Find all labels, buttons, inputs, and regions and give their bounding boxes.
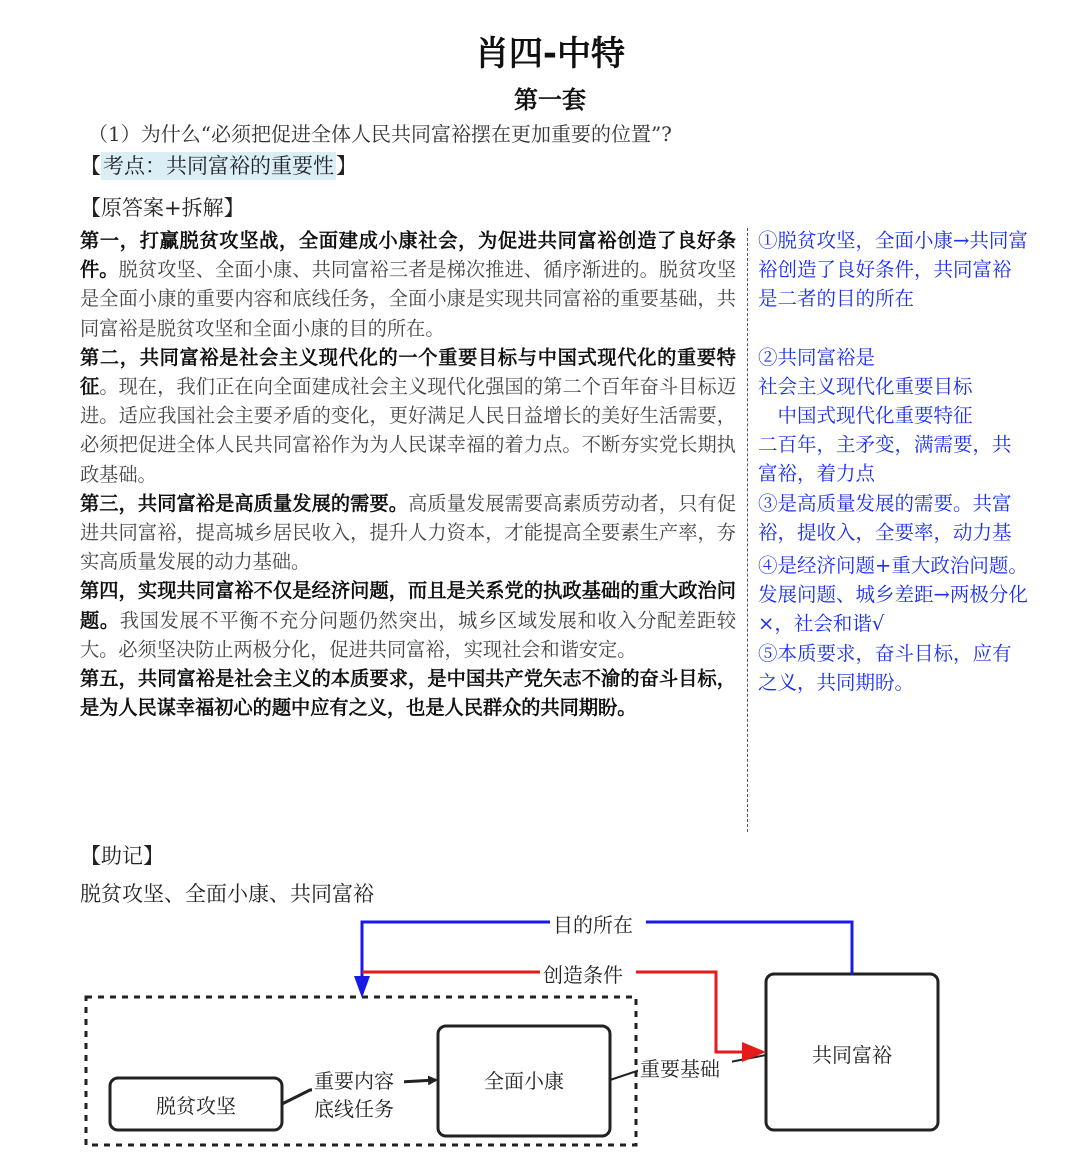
note-2-line-c: 二百年，主矛变，满需要，共富裕，着力点 (758, 433, 1012, 486)
question-text: （1）为什么“必须把促进全体人民共同富裕摆在更加重要的位置”? (88, 122, 672, 146)
edge-label-content-2: 底线任务 (314, 1097, 394, 1121)
memo-line: 脱贫攻坚、全面小康、共同富裕 (80, 882, 374, 906)
answer-point-3: 第三，共同富裕是高质量发展的需要。 (80, 491, 409, 515)
edge-label-conditions: 创造条件 (543, 963, 623, 987)
edge-purpose-arrowhead (354, 976, 370, 998)
keypoint-highlight: 考点：共同富裕的重要性 (103, 154, 334, 178)
edge-conditions-arrowhead (742, 1042, 766, 1062)
answer-point-5: 第五，共同富裕是社会主义的本质要求，是中国共产党矢志不渝的奋斗目标，是为人民谋幸福初心的题中应有之义，也是人民群众的共同期盼。 (80, 667, 736, 720)
edge-label-content-1: 重要内容 (314, 1069, 394, 1093)
answer-detail-2: 。现在，我们正在向全面建成社会主义现代化强国的第二个百年奋斗目标迈进。适应我国社会主要矛盾的变化，更好满足人民日益增长的美好生活需要，必须把促进全体人民共同富裕作为为人民谋幸福的着力点。不断夯实党长期执政基础。 (80, 375, 737, 486)
keypoint-bracket-open: 【 (80, 154, 101, 178)
edge-label-foundation: 重要基础 (640, 1057, 720, 1081)
note-3: ③是高质量发展的需要。共富裕，提收入，全要率，动力基 (758, 491, 1012, 544)
note-5: ⑤本质要求，奋斗目标，应有之义，共同期盼。 (758, 641, 1012, 694)
answer-point-2: 第二，共同富裕是社会主义现代化的一个重要目标与中国式现代化的重要特征 (80, 345, 736, 399)
note-2-head: ②共同富裕是 (758, 345, 876, 369)
note-2-line-b: 中国式现代化重要特征 (758, 404, 973, 428)
answer-point-4: 第四，实现共同富裕不仅是经济问题，而且是关系党的执政基础的重大政治问题。 (80, 579, 736, 632)
note-4: ④是经济问题+重大政治问题。发展问题、城乡差距→两极分化×，社会和谐√ (758, 554, 1028, 636)
node-label-xiaokang: 全面小康 (484, 1069, 564, 1093)
answer-detail-3: 高质量发展需要高素质劳动者，只有促进共同富裕，提高城乡居民收入，提升人力资本，才能提高全要素生产率，夯实高质量发展的动力基础。 (80, 491, 737, 574)
answer-detail-1: 脱贫攻坚、全面小康、共同富裕三者是梯次推进、循序渐进的。脱贫攻坚是全面小康的重要内容和底线任务，全面小康是实现共同富裕的重要基础，共同富裕是脱贫攻坚和全面小康的目的所在。 (80, 258, 737, 340)
keypoint-bracket-close: 】 (336, 154, 357, 178)
node-label-poverty: 脱贫攻坚 (156, 1094, 236, 1118)
answer-heading: 【原答案+拆解】 (80, 196, 245, 220)
page-subtitle: 第一套 (514, 86, 586, 114)
node-label-prosperity: 共同富裕 (812, 1043, 892, 1067)
memo-heading: 【助记】 (80, 844, 164, 868)
note-1: ①脱贫攻坚，全面小康→共同富裕创造了良好条件，共同富裕是二者的目的所在 (758, 229, 1028, 311)
page-title: 肖四-中特 (474, 34, 626, 74)
edge-label-purpose: 目的所在 (553, 913, 633, 937)
answer-point-1: 第一，打赢脱贫攻坚战，全面建成小康社会，为促进共同富裕创造了良好条件。 (80, 229, 736, 282)
answer-detail-4: 我国发展不平衡不充分问题仍然突出，城乡区域发展和收入分配差距较大。必须坚决防止两极分化，促进共同富裕，实现社会和谐安定。 (80, 608, 737, 661)
note-2-line-a: 社会主义现代化重要目标 (758, 374, 973, 398)
